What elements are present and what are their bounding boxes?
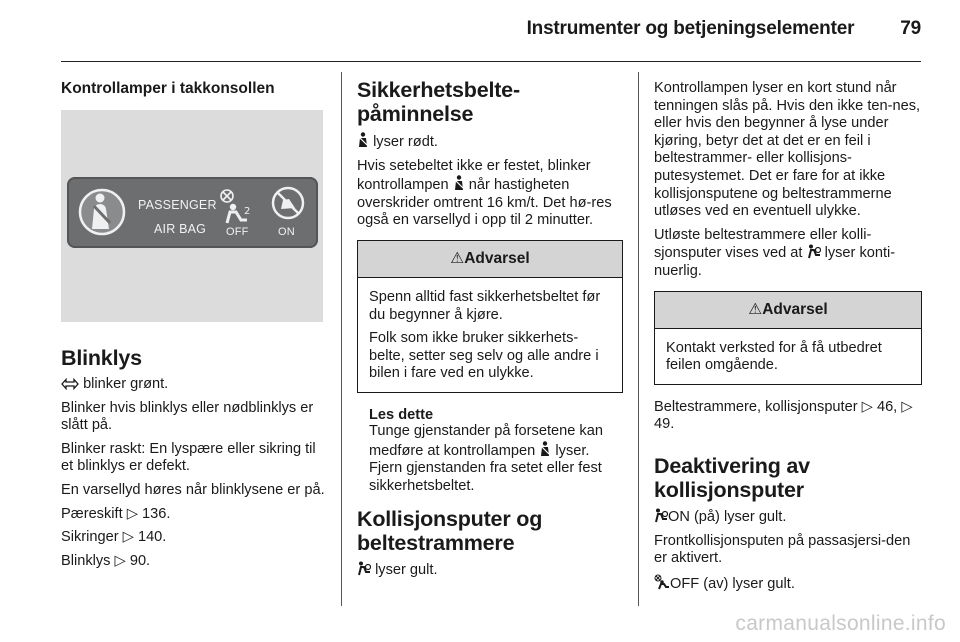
- blinklys-paragraph: Blinker hvis blinklys eller nødblinklys er slått på.: [61, 399, 314, 434]
- warning-triangle-icon: ⚠: [450, 249, 465, 267]
- note-block: [357, 407, 623, 495]
- airbag-on-icon: [654, 508, 668, 523]
- cross-reference: Blinklys ▷ 90.: [61, 552, 151, 569]
- airbag-icon: [807, 244, 821, 259]
- reference-arrow-icon: ▷: [126, 505, 138, 522]
- warning-text: Kontakt verksted for å få utbedret feilen omgående.: [666, 339, 882, 374]
- turn-signal-icon: [61, 378, 79, 390]
- airbag-status: lyser gult.: [357, 561, 623, 580]
- warning-box: [654, 291, 922, 385]
- airbag-off-icon: [217, 187, 257, 225]
- airbag-panel-photo: [61, 110, 323, 322]
- svg-text:2: 2: [244, 206, 251, 217]
- page-number: 79: [900, 18, 921, 39]
- blinklys-paragraph: En varsellyd høres når blinklysene er på.: [61, 481, 325, 498]
- column-divider: [638, 72, 639, 606]
- warning-header: ⚠Advarsel: [655, 292, 921, 329]
- reference-arrow-icon: ▷: [901, 398, 913, 415]
- reference-arrow-icon: ▷: [114, 552, 126, 569]
- section-title: Kontrollamper i takkonsollen: [61, 80, 275, 97]
- seatbelt-warning-icon: [539, 441, 551, 457]
- child-seat-crossed-icon: [270, 185, 306, 221]
- cross-reference: Beltestrammere, kollisjonsputer ▷ 46, ▷ 49.: [654, 398, 913, 433]
- airbag-paragraph: Utløste beltestrammere eller kolli-sjonsputer vises ved at lyser konti-nuerlig.: [654, 226, 896, 279]
- warning-text: Spenn alltid fast sikkerhetsbeltet før du begynner å kjøre.: [369, 288, 601, 323]
- column-divider: [341, 72, 342, 606]
- warning-triangle-icon: ⚠: [748, 300, 763, 318]
- airbag-heading: Kollisjonsputer og beltestrammere: [357, 507, 543, 556]
- airbag-icon: [357, 561, 371, 576]
- column-2: [357, 72, 623, 586]
- seatbelt-status: lyser rødt.: [357, 132, 623, 152]
- seatbelt-icon: [77, 187, 127, 237]
- blinklys-paragraph: Blinker raskt: En lyspære eller sikring til et blinklys er defekt.: [61, 440, 316, 475]
- airbag-paragraph: Kontrollampen lyser en kort stund når tenningen slås på. Hvis den ikke ten-nes, eller hvis den begynner å lyse under kjøring, betyr det at det er en feil i beltestrammer- eller kollisjons-putesystemet. Det er fare for at ikke kollisjonsputene og beltestrammerne utløses ved en eventuell ulykke.: [654, 80, 921, 220]
- column-3: [654, 72, 922, 599]
- warning-box: [357, 240, 623, 393]
- airbag-off-status: OFF (av) lyser gult.: [654, 574, 922, 594]
- watermark: carmanualsonline.info: [735, 612, 946, 635]
- cross-reference: Pæreskift ▷ 136.: [61, 505, 171, 522]
- note-text: Tunge gjenstander på forsetene kan medføre at kontrollampen lyser. Fjern gjenstanden fra setet eller fest sikkerhetsbeltet.: [369, 422, 603, 494]
- cross-reference: Sikringer ▷ 140.: [61, 529, 167, 546]
- seatbelt-warning-icon: [357, 132, 369, 148]
- blinklys-status: blinker grønt.: [61, 376, 325, 394]
- column-1: [61, 72, 325, 576]
- airbag-paragraph: Frontkollisjonsputen på passasjersi-den er aktivert.: [654, 532, 911, 567]
- note-title: Les dette: [369, 406, 434, 423]
- warning-text: Folk som ikke bruker sikkerhets-belte, setter seg selv og alle andre i bilen i fare ved en ulykke.: [369, 330, 599, 382]
- blinklys-heading: Blinklys: [61, 346, 142, 370]
- header-divider: [61, 61, 921, 62]
- panel-off-label: OFF: [226, 226, 249, 238]
- header-title: Instrumenter og betjeningselementer: [526, 18, 855, 39]
- panel-on-label: ON: [278, 226, 295, 238]
- passenger-airbag-lamp-panel: [67, 177, 318, 248]
- reference-arrow-icon: ▷: [122, 529, 134, 546]
- warning-header: ⚠Advarsel: [358, 241, 622, 278]
- airbag-deactivation-heading: Deaktivering av kollisjonsputer: [654, 453, 810, 502]
- seatbelt-reminder-heading: Sikkerhetsbelte-påminnelse: [357, 78, 520, 126]
- panel-passenger-label: PASSENGER: [138, 198, 217, 212]
- seatbelt-paragraph: Hvis setebeltet ikke er festet, blinker kontrollampen når hastigheten overskrider omtrent 16 km/t. Det hø-res også en varsellyd i opp til 2 minutter.: [357, 157, 612, 229]
- seatbelt-warning-icon: [453, 175, 465, 191]
- airbag-on-status: ON (på) lyser gult.: [654, 508, 922, 527]
- panel-airbag-label: AIR BAG: [154, 222, 207, 236]
- airbag-off-icon: [654, 574, 670, 590]
- page-header: [0, 18, 921, 40]
- reference-arrow-icon: ▷: [861, 398, 873, 415]
